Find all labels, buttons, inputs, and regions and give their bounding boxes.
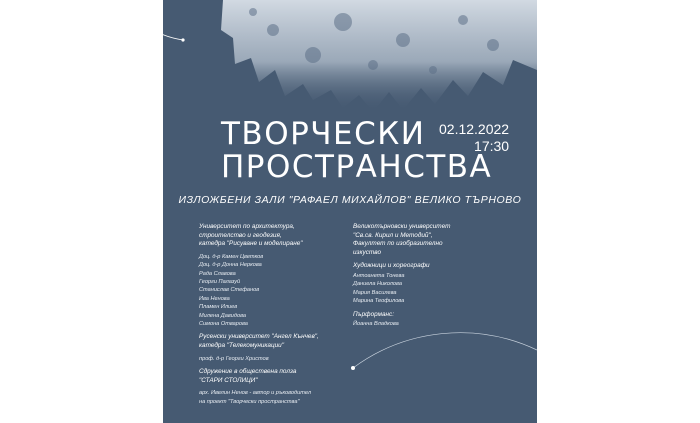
heading-line: изкуство [353,248,382,256]
event-time: 17:30 [474,138,510,154]
heading-line: Великотърновски университет [353,223,451,230]
participant-name: Симона Отварова [199,321,248,328]
participants-left-column [199,223,364,411]
performance-names [353,320,513,328]
grunge-texture [163,0,537,120]
heading-line: Сдружение в обществена полза [199,368,297,376]
vtu-block [353,223,513,257]
assoc-heading [199,368,364,385]
event-poster [163,0,537,423]
participant-name: Пламен Илиев [199,304,238,311]
venue-subtitle: ИЗЛОЖБЕНИ ЗАЛИ "РАФАЕЛ МИХАЙЛОВ" ВЕЛИКО ТЪРНОВО [178,194,522,206]
heading-line: строителство и геодезия, [199,231,282,239]
uaceg-block [199,223,364,328]
participant-name: Станислав Стефанов [199,287,260,294]
heading-line: Факултет по изобразително [353,240,443,248]
performers-block [353,262,513,305]
participant-name: Георги Палазуй [199,279,241,285]
participant-name: Доц. д-р Камен Цветков [199,253,264,260]
heading-line: "СТАРИ СТОЛИЦИ" [199,376,258,384]
participant-name: Доц. д-р Донна Неркова [199,262,262,269]
heading-line: "Св.св. Кирил и Методий", [353,231,433,239]
ruse-heading [199,333,364,350]
participant-name: на проект "Творчески пространства" [199,398,300,405]
participant-name: Йоанна Владкова [353,321,399,328]
heading-line: Художници и хореографи [353,262,430,270]
assoc-names [199,389,364,406]
participant-name: Марина Теофилова [353,298,405,305]
participant-name: Рада Славова [199,270,236,277]
participant-name: Ива Ненова [199,295,230,302]
participant-name: арх. Ивелин Ненов - автор и ръководител [199,390,311,397]
vtu-heading [353,223,513,257]
event-date: 02.12.2022 [439,121,510,137]
participant-name: Даниела Николова [353,281,402,288]
performance-heading [353,311,513,320]
participants-right-column [353,223,513,334]
heading-line: катедра "Телекомуникации" [199,342,285,350]
heading-line: Русенски университет "Ангел Кънчев", [199,333,319,341]
heading-line: Университет по архитектура, [199,223,295,230]
participant-name: Антоанета Тонева [353,272,405,279]
participant-name: проф. д-р Георги Христов [199,355,269,362]
uaceg-names [199,253,364,329]
participant-name: Милена Давидова [199,312,246,319]
heading-line: катедра "Рисуване и моделиране" [199,240,303,248]
performers-names [353,272,513,306]
assoc-block [199,368,364,406]
heading-line: Пърформанс: [353,310,395,318]
uaceg-heading [199,223,364,249]
event-datetime [439,121,509,155]
ruse-block [199,333,364,363]
performers-heading [353,262,513,271]
title-line-1: ТВОРЧЕСКИ [221,116,426,152]
performance-block [353,311,513,329]
participant-name: Мария Василева [353,289,397,296]
title-line-2: ПРОСТРАНСТВА [221,149,493,185]
ruse-names [199,355,364,363]
